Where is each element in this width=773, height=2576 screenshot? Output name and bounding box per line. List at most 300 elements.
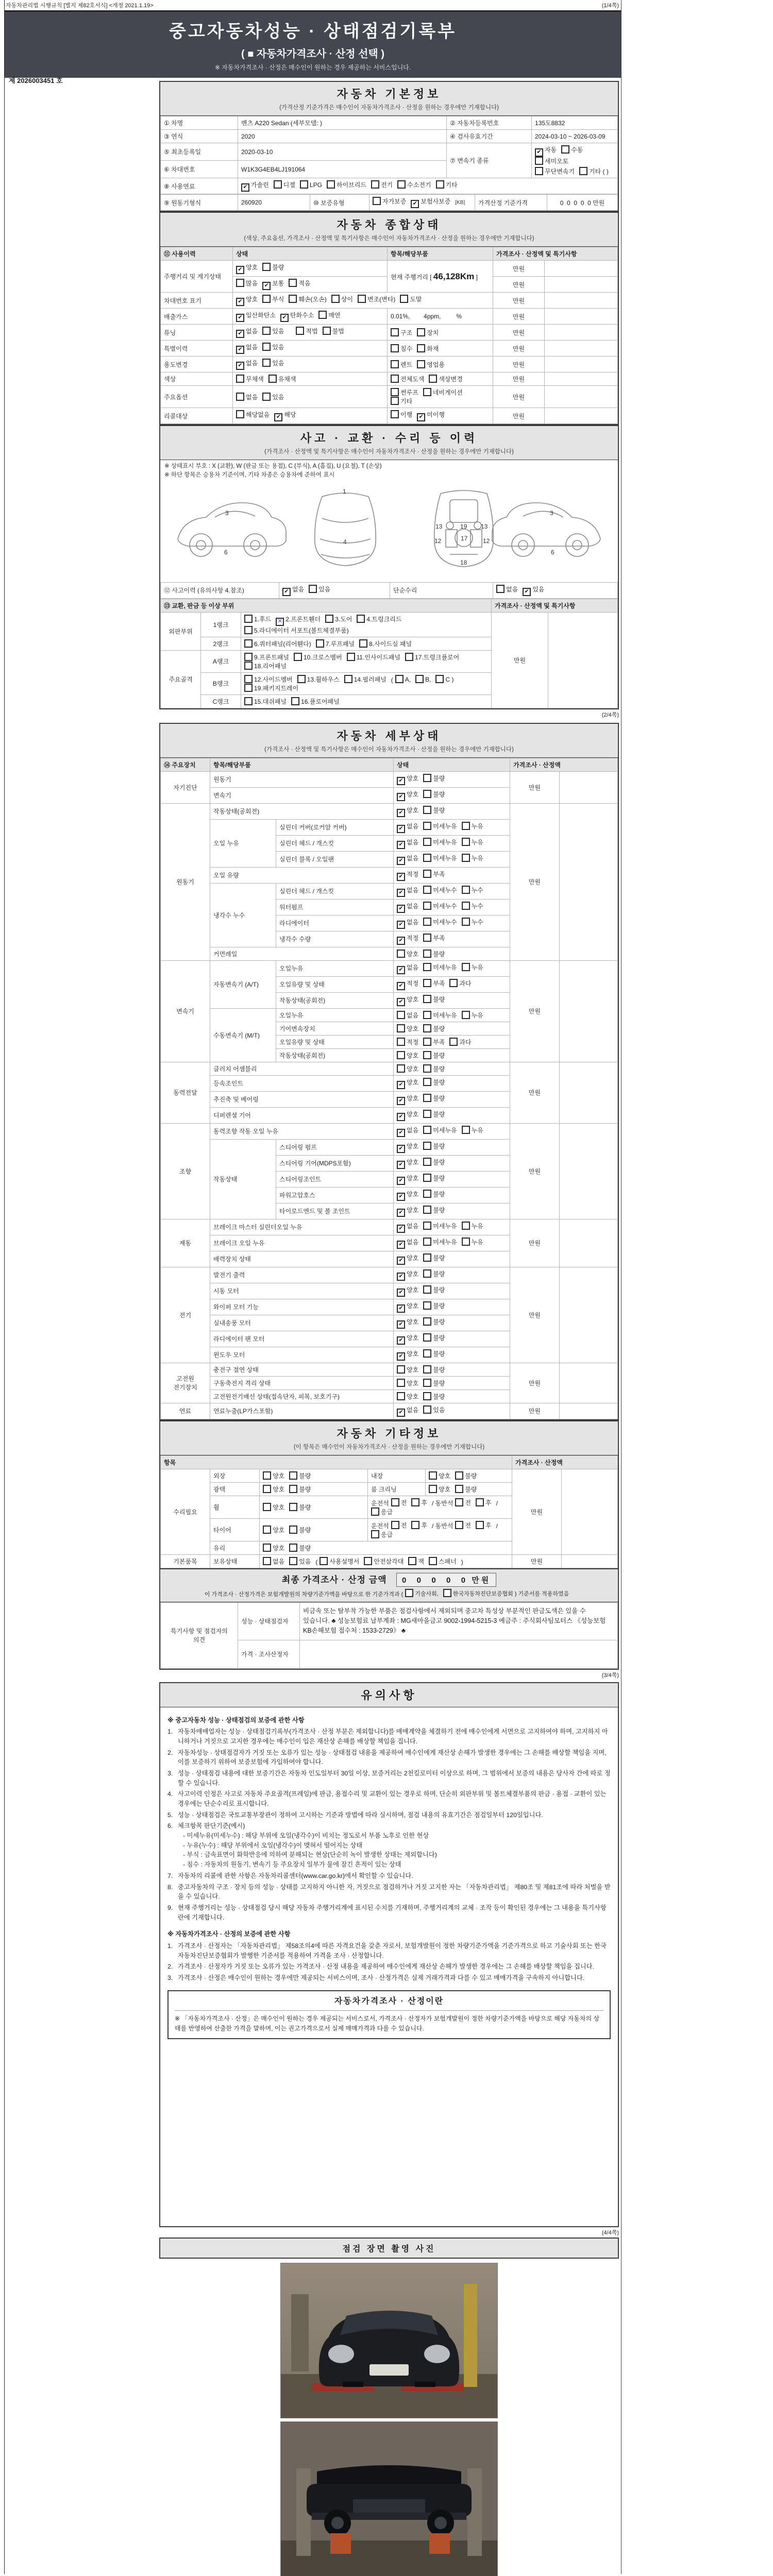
notice-item-text: 자동차성능 · 상태점검자가 거짓 또는 오류가 있는 성능 · 상태점검 내용을 제공하여 매수인에게 재산상 손해가 발생한 경우에는 그 손해를 배상할 책임을 지며, 이를 보증하기 위하여 보증보험에 가입하여야 합니다.	[178, 1749, 607, 1766]
checkbox[interactable]	[397, 950, 405, 958]
option-label: 색상변경	[439, 376, 463, 383]
checkbox[interactable]	[316, 639, 324, 648]
checkbox[interactable]	[263, 1544, 271, 1552]
checkbox[interactable]	[391, 1498, 399, 1506]
rank-row	[161, 612, 618, 637]
checkbox[interactable]	[300, 180, 308, 189]
checkbox[interactable]	[423, 1253, 431, 1262]
checkbox[interactable]	[364, 1557, 372, 1565]
emission-values: 0.01%, 4ppm, %	[388, 309, 493, 325]
option-label: 양호	[273, 1503, 285, 1511]
checkbox[interactable]	[358, 295, 366, 303]
checkbox[interactable]	[397, 937, 405, 945]
notice-item	[167, 1871, 611, 1881]
checkbox[interactable]	[462, 1238, 470, 1246]
detail-row	[161, 1403, 618, 1419]
svg-text:19: 19	[460, 522, 467, 530]
checkbox[interactable]	[476, 1521, 484, 1529]
checkbox[interactable]	[262, 263, 271, 271]
table-row	[161, 1602, 618, 1640]
checkbox[interactable]	[455, 1521, 463, 1529]
checkbox[interactable]	[423, 1222, 431, 1230]
checkbox[interactable]	[397, 809, 405, 817]
option	[397, 838, 418, 849]
checkbox[interactable]	[297, 675, 306, 683]
checkbox[interactable]	[391, 410, 399, 418]
option-label: B,	[425, 675, 431, 683]
checkbox[interactable]	[391, 397, 399, 405]
checkbox[interactable]	[462, 1126, 470, 1134]
checkbox[interactable]	[397, 1113, 405, 1121]
polish-options	[260, 1482, 368, 1496]
checkbox[interactable]	[391, 388, 399, 396]
checkbox[interactable]	[289, 1557, 297, 1565]
checkbox[interactable]	[423, 1269, 431, 1278]
option-label: 누수	[471, 918, 483, 926]
option-label: 전	[400, 1521, 407, 1529]
checkbox[interactable]	[423, 1110, 431, 1118]
checkbox[interactable]	[397, 1145, 405, 1153]
price-cell: 만원	[510, 1123, 560, 1219]
option-label: 해당	[284, 411, 296, 418]
checkbox[interactable]	[397, 1257, 405, 1265]
checkbox[interactable]	[325, 615, 333, 623]
checkbox[interactable]	[296, 327, 304, 335]
checkbox[interactable]	[344, 675, 352, 683]
detail-item-label: 오일유량 및 상태	[276, 1035, 394, 1048]
checkbox[interactable]	[397, 180, 406, 189]
checkbox[interactable]	[263, 1485, 271, 1493]
option	[236, 279, 258, 287]
option-label: 양호	[407, 1025, 419, 1032]
checkbox[interactable]	[397, 1365, 405, 1374]
inspection-period-label: ④ 검사유효기간	[447, 130, 532, 143]
form-reference-line	[5, 0, 621, 10]
checkbox[interactable]	[357, 615, 365, 623]
checkbox[interactable]	[455, 1485, 463, 1493]
checkbox[interactable]	[397, 1273, 405, 1281]
checkbox[interactable]	[411, 1498, 419, 1506]
checkbox[interactable]	[397, 1209, 405, 1217]
checkbox[interactable]	[244, 697, 253, 705]
checkbox[interactable]	[397, 1392, 405, 1400]
checkbox[interactable]	[411, 200, 419, 208]
checkbox[interactable]	[423, 790, 431, 798]
option-label: 없음	[407, 1406, 419, 1414]
checkbox[interactable]	[408, 1557, 416, 1565]
option	[423, 1190, 445, 1198]
checkbox[interactable]	[397, 825, 405, 833]
checkbox[interactable]	[397, 1081, 405, 1089]
checkbox[interactable]	[263, 1557, 271, 1565]
price-definition-title: 자동차가격조사 · 산정이란	[175, 1995, 603, 2011]
checkbox[interactable]	[417, 344, 425, 352]
device-group-label: 전기	[161, 1267, 210, 1363]
checkbox[interactable]	[391, 360, 399, 368]
option	[423, 1285, 445, 1294]
option	[423, 1269, 445, 1278]
checkbox[interactable]	[429, 1557, 437, 1565]
checkbox[interactable]	[371, 1507, 379, 1516]
checkbox[interactable]	[294, 653, 302, 661]
checkbox[interactable]	[391, 328, 399, 336]
option	[449, 979, 471, 988]
checkbox[interactable]	[397, 1225, 405, 1233]
vehicle-diagrams	[167, 482, 611, 580]
checkbox[interactable]	[397, 1051, 405, 1059]
checkbox[interactable]	[423, 1094, 431, 1102]
checkbox[interactable]	[423, 1051, 431, 1059]
checkbox[interactable]	[397, 1024, 405, 1032]
checkbox[interactable]	[423, 774, 431, 782]
option-label: 누수	[471, 886, 483, 894]
checkbox[interactable]	[476, 1498, 484, 1506]
checkbox[interactable]	[535, 167, 543, 175]
option	[391, 328, 412, 337]
checkbox[interactable]	[405, 653, 413, 661]
checkbox[interactable]	[423, 1206, 431, 1214]
checkbox[interactable]	[274, 413, 282, 421]
checkbox[interactable]	[280, 314, 289, 322]
option-label: 기술사회,	[415, 1590, 439, 1597]
option-label: 없음	[407, 1126, 419, 1134]
checkbox[interactable]	[397, 1336, 405, 1345]
notice-item-text: 자동차매매업자는 성능 · 상태점검기록부(가격조사 · 산정 부분은 제외합니다)를 매매계약을 체결하기 전에 매수인에게 서면으로 고지하여야 하며, 고지하지 아니하거나 거짓으로 고지한 경우에는 매수인이 입은 재산상 손해를 배상할 책임을 집니다.	[178, 1728, 608, 1745]
checkbox[interactable]	[323, 327, 331, 335]
checkbox[interactable]	[397, 777, 405, 785]
svg-text:3: 3	[225, 509, 229, 517]
price-cell: 만원	[493, 357, 545, 372]
checkbox[interactable]	[397, 1129, 405, 1137]
option	[397, 806, 418, 817]
vin-label: ⑥ 차대번호	[161, 161, 238, 178]
checkbox[interactable]	[397, 1379, 405, 1387]
checkbox[interactable]	[423, 1365, 431, 1374]
checkbox[interactable]	[268, 375, 277, 383]
checkbox[interactable]	[318, 311, 327, 319]
checkbox[interactable]	[423, 934, 431, 942]
checkbox[interactable]	[236, 279, 244, 287]
checkbox[interactable]	[236, 346, 244, 354]
checkbox[interactable]	[429, 375, 437, 383]
checkbox[interactable]	[391, 344, 399, 352]
checkbox[interactable]	[276, 618, 284, 626]
notice-item	[167, 1962, 611, 1972]
option-label: 없음	[407, 1222, 419, 1230]
checkbox[interactable]	[411, 1521, 419, 1529]
checkbox[interactable]	[244, 653, 253, 661]
checkbox[interactable]	[423, 1349, 431, 1358]
option-label: 미세누수	[433, 918, 457, 926]
checkbox[interactable]	[397, 1409, 405, 1417]
checkbox[interactable]	[262, 393, 271, 401]
checkbox[interactable]	[397, 1304, 405, 1313]
checkbox[interactable]	[423, 1238, 431, 1246]
checkbox[interactable]	[462, 1222, 470, 1230]
checkbox[interactable]	[423, 1038, 431, 1046]
option-label: 렌트	[400, 361, 413, 368]
checkbox[interactable]	[423, 918, 431, 926]
checkbox[interactable]	[423, 1158, 431, 1166]
option-label: 9.프론트패널	[254, 653, 289, 661]
checkbox[interactable]	[397, 1064, 405, 1073]
option-label: 전체도색	[400, 376, 425, 383]
option-label: 양호	[273, 1485, 285, 1493]
checkbox[interactable]	[462, 902, 470, 910]
checkbox[interactable]	[244, 684, 253, 692]
checkbox[interactable]	[244, 639, 253, 648]
checkbox[interactable]	[462, 822, 470, 830]
detail-item-label: 디퍼렌셜 기어	[210, 1107, 394, 1123]
checkbox[interactable]	[236, 314, 244, 322]
tire-label: 타이어	[210, 1518, 260, 1541]
checkbox[interactable]	[244, 626, 253, 634]
option	[423, 886, 457, 894]
checkbox[interactable]	[397, 1193, 405, 1201]
checkbox[interactable]	[289, 295, 297, 303]
checkbox[interactable]	[423, 1405, 431, 1414]
checkbox[interactable]	[423, 870, 431, 878]
checkbox[interactable]	[289, 1471, 297, 1480]
checkbox[interactable]	[241, 183, 249, 192]
option	[423, 838, 457, 846]
checkbox[interactable]	[423, 1024, 431, 1032]
checkbox[interactable]	[423, 886, 431, 894]
checkbox[interactable]	[397, 921, 405, 929]
checkbox[interactable]	[423, 854, 431, 862]
checkbox[interactable]	[415, 675, 424, 683]
checkbox[interactable]	[397, 966, 405, 974]
checkbox[interactable]	[262, 327, 271, 335]
checkbox[interactable]	[347, 653, 355, 661]
detail-state-options	[394, 1203, 510, 1219]
checkbox[interactable]	[263, 1503, 271, 1511]
checkbox[interactable]	[397, 982, 405, 990]
checkbox[interactable]	[462, 886, 470, 894]
checkbox[interactable]	[371, 1530, 379, 1538]
option	[300, 180, 322, 189]
checkbox[interactable]	[423, 963, 431, 971]
checkbox[interactable]	[397, 1097, 405, 1105]
option	[359, 639, 412, 648]
checkbox[interactable]	[462, 918, 470, 926]
checkbox[interactable]	[423, 1174, 431, 1182]
option-label: 적음	[298, 280, 311, 287]
option	[423, 870, 445, 878]
checkbox[interactable]	[262, 359, 271, 367]
checkbox[interactable]	[579, 167, 587, 175]
checkbox[interactable]	[462, 838, 470, 846]
checkbox[interactable]	[397, 1241, 405, 1249]
checkbox[interactable]	[262, 282, 271, 290]
checkbox[interactable]	[371, 180, 379, 189]
detail-item-label: 브레이크 오일 누유	[210, 1235, 394, 1251]
car-name-value: 벤츠 A220 Sedan (세부모델: )	[238, 116, 447, 130]
checkbox[interactable]	[423, 1078, 431, 1086]
option-label: 미세누유	[433, 838, 457, 846]
option	[244, 615, 271, 623]
checkbox[interactable]	[244, 662, 253, 670]
checkbox[interactable]	[496, 585, 505, 593]
checkbox[interactable]	[423, 1064, 431, 1073]
notice-section2-title: ※ 자동차가격조사 · 산정의 보증에 관한 사항	[167, 1930, 291, 1938]
option	[262, 343, 284, 351]
option-label: 전	[400, 1499, 407, 1506]
checkbox[interactable]	[435, 675, 444, 683]
checkbox[interactable]	[397, 793, 405, 801]
checkbox[interactable]	[429, 1485, 437, 1493]
option-label: 14.필러패널	[354, 675, 386, 683]
option	[462, 1238, 483, 1246]
option	[347, 653, 400, 662]
detail-item-label: 원동기	[210, 771, 394, 787]
checkbox[interactable]	[397, 841, 405, 849]
checkbox[interactable]	[331, 295, 340, 303]
checkbox[interactable]	[236, 266, 244, 274]
checkbox[interactable]	[289, 1503, 297, 1511]
checkbox[interactable]	[397, 857, 405, 865]
option-label: 누유	[471, 1222, 483, 1230]
checkbox[interactable]	[423, 1317, 431, 1326]
option	[371, 1530, 393, 1539]
checkbox[interactable]	[449, 979, 458, 987]
checkbox[interactable]	[423, 995, 431, 1003]
checkbox[interactable]	[523, 588, 531, 596]
rank-parts	[241, 672, 492, 694]
checkbox[interactable]	[289, 279, 297, 287]
device-group-label: 원동기	[161, 803, 210, 960]
checkbox[interactable]	[262, 343, 271, 351]
checkbox[interactable]	[423, 822, 431, 830]
checkbox[interactable]	[391, 1521, 399, 1529]
checkbox[interactable]	[397, 1038, 405, 1046]
checkbox[interactable]	[309, 585, 317, 593]
option	[400, 295, 422, 303]
checkbox[interactable]	[423, 979, 431, 987]
checkbox[interactable]	[462, 1011, 470, 1019]
option-label: 후	[421, 1499, 427, 1506]
option-label: 4.트렁크리드	[366, 615, 402, 623]
checkbox[interactable]	[423, 1126, 431, 1134]
checkbox[interactable]	[423, 902, 431, 910]
checkbox[interactable]	[397, 873, 405, 881]
checkbox[interactable]	[373, 197, 381, 205]
checkbox[interactable]	[462, 854, 470, 862]
option-label: 양호	[407, 1350, 419, 1358]
checkbox[interactable]	[289, 1485, 297, 1493]
checkbox[interactable]	[244, 615, 253, 623]
option-label: 미세누수	[433, 886, 457, 894]
tuning-item	[388, 325, 493, 341]
checkbox[interactable]	[397, 1289, 405, 1297]
option-label: 없음	[407, 838, 419, 846]
checkbox[interactable]	[397, 889, 405, 897]
checkbox[interactable]	[327, 180, 335, 189]
checkbox[interactable]	[320, 1557, 328, 1565]
checkbox[interactable]	[455, 1471, 463, 1480]
checkbox[interactable]	[423, 1392, 431, 1400]
simple-repair-label: 단순수리	[390, 582, 493, 598]
checkbox[interactable]	[423, 388, 431, 396]
room-cleaning-options	[426, 1482, 512, 1496]
checkbox[interactable]	[236, 298, 244, 306]
price-cell: 만원	[493, 277, 545, 293]
checkbox[interactable]	[397, 1161, 405, 1169]
checkbox[interactable]	[405, 1589, 413, 1597]
checkbox[interactable]	[395, 675, 404, 683]
checkbox[interactable]	[561, 145, 569, 154]
checkbox[interactable]	[423, 1301, 431, 1310]
option	[397, 963, 418, 974]
section-basic-info	[159, 81, 619, 212]
checkbox[interactable]	[236, 410, 244, 418]
option-label: 미세누유	[433, 1222, 457, 1230]
checkbox[interactable]	[263, 1526, 271, 1534]
option	[397, 1285, 418, 1297]
checkbox[interactable]	[289, 1544, 297, 1552]
checkbox[interactable]	[400, 295, 408, 303]
checkbox[interactable]	[423, 1285, 431, 1294]
checkbox[interactable]	[397, 1320, 405, 1329]
table-row	[161, 408, 618, 424]
checkbox[interactable]	[436, 180, 444, 189]
checkbox[interactable]	[423, 1333, 431, 1342]
checkbox[interactable]	[423, 838, 431, 846]
checkbox[interactable]	[274, 180, 282, 189]
checkbox[interactable]	[236, 362, 244, 370]
option	[476, 1521, 492, 1530]
checkbox[interactable]	[423, 950, 431, 958]
checkbox[interactable]	[429, 1471, 437, 1480]
checkbox[interactable]	[397, 905, 405, 913]
checkbox[interactable]	[282, 588, 291, 596]
checkbox[interactable]	[455, 1498, 463, 1506]
checkbox[interactable]	[397, 1011, 405, 1019]
checkbox[interactable]	[417, 360, 425, 368]
checkbox[interactable]	[289, 1526, 297, 1534]
option	[325, 615, 352, 623]
checkbox[interactable]	[397, 1352, 405, 1361]
checkbox[interactable]	[423, 806, 431, 814]
checkbox[interactable]	[443, 1589, 451, 1597]
checkbox[interactable]	[417, 328, 425, 336]
checkbox[interactable]	[359, 639, 367, 648]
checkbox[interactable]	[291, 697, 299, 705]
notice-subitem: - 미세누유(미세누수) : 해당 부위에 오일(냉각수)이 비치는 정도로서 부품 노후로 인한 현상	[183, 1832, 429, 1840]
note-cell	[545, 357, 618, 372]
checkbox[interactable]	[397, 1177, 405, 1185]
checkbox[interactable]	[244, 675, 253, 683]
checkbox[interactable]	[535, 148, 543, 157]
checkbox[interactable]	[236, 330, 244, 338]
checkbox[interactable]	[423, 1011, 431, 1019]
checkbox[interactable]	[236, 393, 244, 401]
checkbox[interactable]	[391, 375, 399, 383]
checkbox[interactable]	[417, 413, 425, 421]
checkbox[interactable]	[449, 1038, 458, 1046]
checkbox[interactable]	[423, 1190, 431, 1198]
checkbox[interactable]	[263, 1471, 271, 1480]
checkbox[interactable]	[423, 1142, 431, 1150]
notice-item-number: 1.	[167, 1728, 173, 1736]
checkbox[interactable]	[462, 963, 470, 971]
checkbox[interactable]	[423, 1379, 431, 1387]
note-cell	[545, 341, 618, 357]
checkbox[interactable]	[236, 375, 244, 383]
checkbox[interactable]	[262, 295, 271, 303]
checkbox[interactable]	[397, 998, 405, 1006]
checkbox[interactable]	[535, 157, 543, 165]
